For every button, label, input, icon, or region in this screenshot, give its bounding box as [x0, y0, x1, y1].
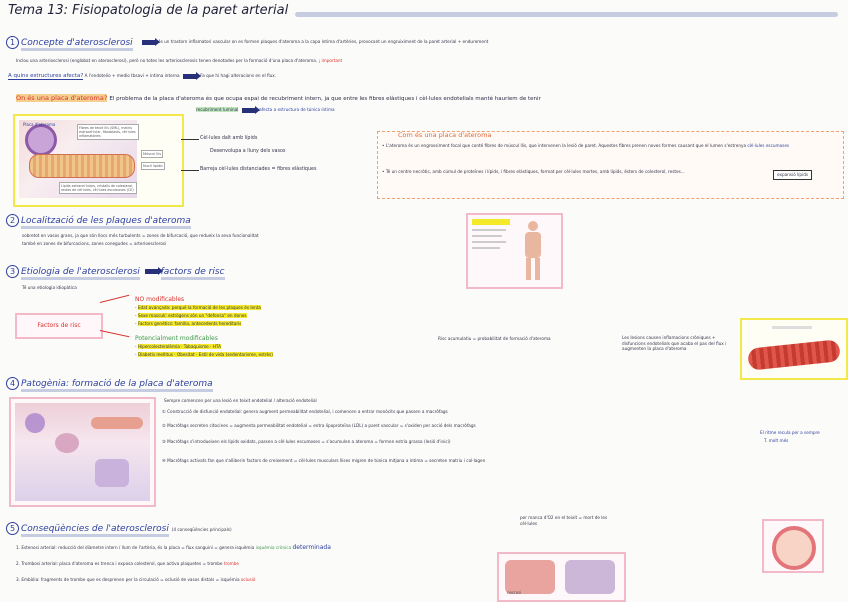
non-modifiable-2-text: Sexe masculí: estrògens són un "defensa" en dones: [137, 313, 247, 318]
arrow-icon: [142, 40, 156, 45]
modifiable-2-text: Diabetis mellitus · Obesitat · Estil de vida (sedentarisme, estrès): [137, 352, 273, 357]
consequence-2-text: 2. Trombosi arterial: placa d'ateroma es trenca i exposa colesterol, que activa plaquetes = trombe: [16, 561, 223, 566]
consequence-1-text: 1. Estenosi arterial: reducció del diàmetre intern / llum de l'artèria, és la placa = flux sanguini = genera isquèmia: [16, 545, 255, 550]
section-number: 1: [6, 36, 19, 49]
arrow-icon: [242, 108, 256, 113]
dashed-box-title: Com és una placa d'ateroma: [398, 131, 492, 139]
artery-figure-box: [740, 318, 848, 380]
section-4-heading: [6, 377, 213, 390]
macrophage-icon: [55, 433, 79, 453]
dashed-bullet-1: • L'ateroma és un engrossiment focal que conté fibres de múscul llis, que intervenen la lesió de paret. Aquestes fibres prenen noves formes causant que el lumen s'estrenya cèl·lules escumoses: [382, 143, 790, 148]
step-2: ② Macròfags secreten citocines = augmenta permeabilitat endotelial = entra lipoproteïna (LDL) a paret vascular = s'oxiden per acció dels macròfags: [162, 423, 476, 428]
s1-line2: Inclou una arteriosclerosi (englobat en aterosclerosi), però no totes les arteriosclerosis tenen denotades per la formació d'una placa d'ateroma.: [16, 58, 318, 63]
cumulative-risk-note: Risc acumulatiu = probabilitat de formació d'ateroma: [438, 336, 551, 341]
s4-intro: Sempre comencen per una lesió en teixit endotelial / alteració endotelial: [164, 398, 317, 403]
pathogenesis-figure: [9, 397, 156, 507]
section-title: Concepte d'aterosclerosi: [21, 38, 133, 51]
section-5-heading: [6, 522, 232, 535]
step-4-text: Macròfags activats fan que s'alliberin factors de creixement = cèl·lules musculars llises migren de túnica mitjana a íntima = secreten matriu i col·lagen: [167, 458, 486, 463]
section-2-heading: [6, 214, 191, 227]
body-head-icon: [528, 221, 538, 231]
modifiable-1-text: Hipercolesterolèmia · Tabaquisme · HTA: [137, 344, 221, 349]
s3-intro: Té una etiologia idiopàtica: [22, 285, 77, 290]
figure-text-line: [472, 247, 500, 249]
consequence-3: [16, 577, 255, 583]
question-answer2: Fa que hi hagi alteracions en el flux.: [200, 73, 277, 78]
dashed-bullet-2: • Té un centre necròtic, amb cúmul de proteïnes i lípids, i fibres elàstiques, format per cèl·lules mortes, amb lípids, ésters de colesterol, restes...: [382, 169, 685, 174]
non-modifiable-heading: NO modificables: [135, 296, 185, 303]
necrosis-label: necrosi: [507, 590, 522, 595]
thrombus-tag: trombe: [223, 561, 239, 566]
side-note-1: Cèl·lules dalt amb lípids: [200, 136, 258, 141]
section-title: Patogènia: formació de la placa d'ateroma: [21, 379, 213, 392]
s2-line1-row: [22, 233, 259, 239]
artery-cross-section-icon: [25, 124, 57, 156]
monocyte-icon: [25, 413, 45, 433]
s4-intro-row: [164, 398, 317, 404]
title-underline: [295, 12, 838, 17]
page-title: Tema 13: Fisiopatologia de la paret arterial: [8, 3, 289, 18]
side-note-2: Desenvolupa a lluny dels vasos: [210, 149, 286, 154]
branch-line: [100, 330, 130, 337]
non-modifiable-3: - Factors genètics: família, antecedents hereditaris: [135, 321, 242, 326]
section-number: 4: [6, 377, 19, 390]
necrosis-figure: [497, 552, 626, 602]
vessel-icon: [91, 417, 143, 429]
section-title: Conseqüències de l'aterosclerosi: [21, 524, 169, 537]
modifiable-heading: Potencialment modificables: [135, 335, 218, 342]
non-modifiable-3-text: Factors genètics: família, antecedents hereditaris: [137, 321, 242, 326]
s2-line1: sobretot en vasos grans, ja que són llocs més turbulents = zones de bifurcació, que redueix la seva funcionalitat: [22, 233, 259, 238]
body-torso-icon: [525, 232, 541, 258]
question-label: A quins estructures afecta?: [8, 73, 84, 79]
artery-illustration-icon: [747, 339, 841, 370]
lesion-inflammation-note: Les lesions causen inflamacions cròniques + disfuncions endotelials que acaba el pas del flux i augmenten la placa d'ateroma: [622, 335, 727, 352]
section-title: Etiologia de l'aterosclerosi: [21, 267, 140, 280]
artery-ring-icon: [772, 526, 816, 570]
section-number: 2: [6, 214, 19, 227]
plaque-description-box: [377, 131, 844, 199]
plaque-text-row2: [196, 107, 335, 113]
section-5-note: (4 conseqüències principals): [171, 527, 232, 532]
step-1: ① Construcció de disfunció endotelial: genera augment permeabilitat endotelial, i comencen a entrar monòcits que passen a macròfags: [162, 409, 448, 414]
step-side-note-1: El ritme recula per a sempre: [760, 430, 820, 435]
fig-label-plaque: Placa d'ateroma: [23, 122, 56, 127]
s1-line1: és un trastorn inflamatori vascular on es formen plaques d'ateroma a la capa íntima d'artèries, provocant un engruiximent de la paret arterial + endurement: [158, 39, 489, 44]
step-1-text: Construcció de disfunció endotelial: genera augment permeabilitat endotelial, i comencen a entrar monòcits que passen a macròfags: [167, 409, 448, 414]
oxygen-note: per manca d'O2 en el teixit = mort de les cèl·lules: [520, 515, 608, 526]
connector-line: [181, 170, 199, 171]
fig-label-lipid-core: Nucli lipídic: [143, 164, 164, 168]
lipid-expansion-label: expansió lípids: [773, 170, 812, 180]
figure-text-line: [472, 229, 506, 231]
chronic-ischemia-tag: isquèmia crònica: [255, 545, 292, 550]
dashed-bullet-2-text: Té un centre necròtic, amb cúmul de proteïnes i lípids, i fibres elàstiques, format per cèl·lules mortes, amb lípids, ésters de colesterol, restes...: [385, 169, 685, 174]
plaque-text2: recubriment luminal: [196, 107, 239, 112]
step-2-text: Macròfags secreten citocines = augmenta permeabilitat endotelial = entra lipoproteïna (LDL) a paret vascular = s'oxiden per acció dels macròfags: [167, 423, 476, 428]
fig-label-extracellular: Lípids extracel·lulars, cristalls de colesterol, restes de cèl·lules, cèl·lules escumoses (CE): [59, 182, 137, 194]
plaque-text: El problema de la placa d'ateroma és que ocupa espai de recubriment intern, ja que entre les fibres elàstiques i cèl·lules endotelials manté hauriem de tenir: [109, 96, 541, 102]
section-number: 3: [6, 265, 19, 278]
foam-cell-icon: [95, 459, 129, 487]
consequence-3-text: 3. Embòlia: fragments de trombe que es desprenen per la circulació = oclusió de vasos distals = isquèmia: [16, 577, 240, 582]
fig-label-muscle: Múscul llis: [143, 152, 162, 156]
tissue-icon: [505, 560, 555, 594]
s2-line2-row: [22, 241, 166, 247]
fig-label-fibres: Fibres de teixit llis (SML), matriu extracel·lular, fibroblasts, cèl·lules inflamatòries: [77, 124, 139, 140]
tissue-icon: [565, 560, 615, 594]
consequence-2: [16, 561, 239, 567]
plaque-question-row: [16, 94, 541, 102]
pathogenesis-image: [15, 403, 150, 501]
consequence-1: [16, 545, 331, 551]
step-4: ④ Macròfags activats fan que s'alliberin factors de creixement = cèl·lules musculars llises migren de túnica mitjana a íntima = secreten matriu i col·lagen: [162, 458, 486, 463]
non-modifiable-1-text: Edat avançada: perquè la formació de les plaques és lenta: [137, 305, 261, 310]
arrow-icon: [183, 74, 197, 79]
plaque-question: On és una placa d'ateroma?: [16, 94, 108, 102]
s1-line2-row: [16, 58, 342, 64]
non-modifiable-1: - Edat avançada: perquè la formació de les plaques és lenta: [135, 305, 261, 310]
body-leg-icon: [526, 258, 531, 280]
foam-cells-tag: cèl·lules escumoses: [747, 143, 790, 148]
s1-definition: [140, 39, 488, 45]
modifiable-1: - Hipercolesterolèmia · Tabaquisme · HTA: [135, 344, 221, 349]
body-locations-figure: [466, 213, 563, 289]
question-answer: A l'endotelio + medio tbsavi + íntima interna: [84, 73, 180, 78]
step-3-text: Macròfags s'introdueixen els lípids oxidats, passen a cèl·lules escumoses = s'acumulen a ateroma = formen estria grassa (lesió d'inici): [167, 439, 451, 444]
section-1-heading: [6, 36, 133, 49]
dashed-bullet-1-text: L'ateroma és un engrossiment focal que conté fibres de múscul llis, que intervenen la lesió de paret. Aquestes fibres prenen noves formes causant que el lumen s'estrenya: [385, 143, 747, 148]
step-3: ③ Macròfags s'introdueixen els lípids oxidats, passen a cèl·lules escumoses = s'acumulen a ateroma = formen estria grassa (lesió d'inici): [162, 439, 451, 444]
modifiable-2: - Diabetis mellitus · Obesitat · Estil de vida (sedentarisme, estrès): [135, 352, 273, 357]
non-modifiable-2: - Sexe masculí: estrògens són un "defensa" en dones: [135, 313, 247, 318]
figure-text-line: [772, 326, 812, 329]
figure-text-line: [472, 241, 506, 243]
plaque-figure-box: [13, 114, 184, 207]
s1-question-row: [8, 73, 276, 80]
lipid-core-icon: [29, 154, 135, 178]
connector-line: [181, 139, 199, 140]
s2-line2: també en zones de bifurcacions, zones conegudes = arterioesclerosi: [22, 241, 167, 246]
occlusion-tag: oclusió: [240, 577, 256, 582]
arrow-icon: [145, 269, 159, 274]
determined-tag: determinada: [292, 544, 331, 551]
step-side-note-2: T. molt més: [764, 438, 789, 443]
side-note-3: Barreja cèl·lules distanciades = fibres elàstiques: [200, 167, 317, 172]
plaque-text3: afecta a estructura de túnica íntima: [259, 107, 335, 112]
body-leg-icon: [535, 258, 540, 280]
risk-factors-box: Factors de risc: [15, 313, 103, 339]
artery-section-figure: [762, 519, 824, 573]
section-number: 5: [6, 522, 19, 535]
section-3-heading: [6, 265, 225, 278]
section-title: Localització de les plaques d'ateroma: [21, 216, 191, 229]
figure-header-bar: [472, 219, 510, 225]
figure-text-line: [472, 235, 502, 237]
section-title-2: factors de risc: [161, 267, 225, 280]
branch-line: [100, 295, 129, 303]
important-tag: ¡ important: [318, 58, 343, 63]
